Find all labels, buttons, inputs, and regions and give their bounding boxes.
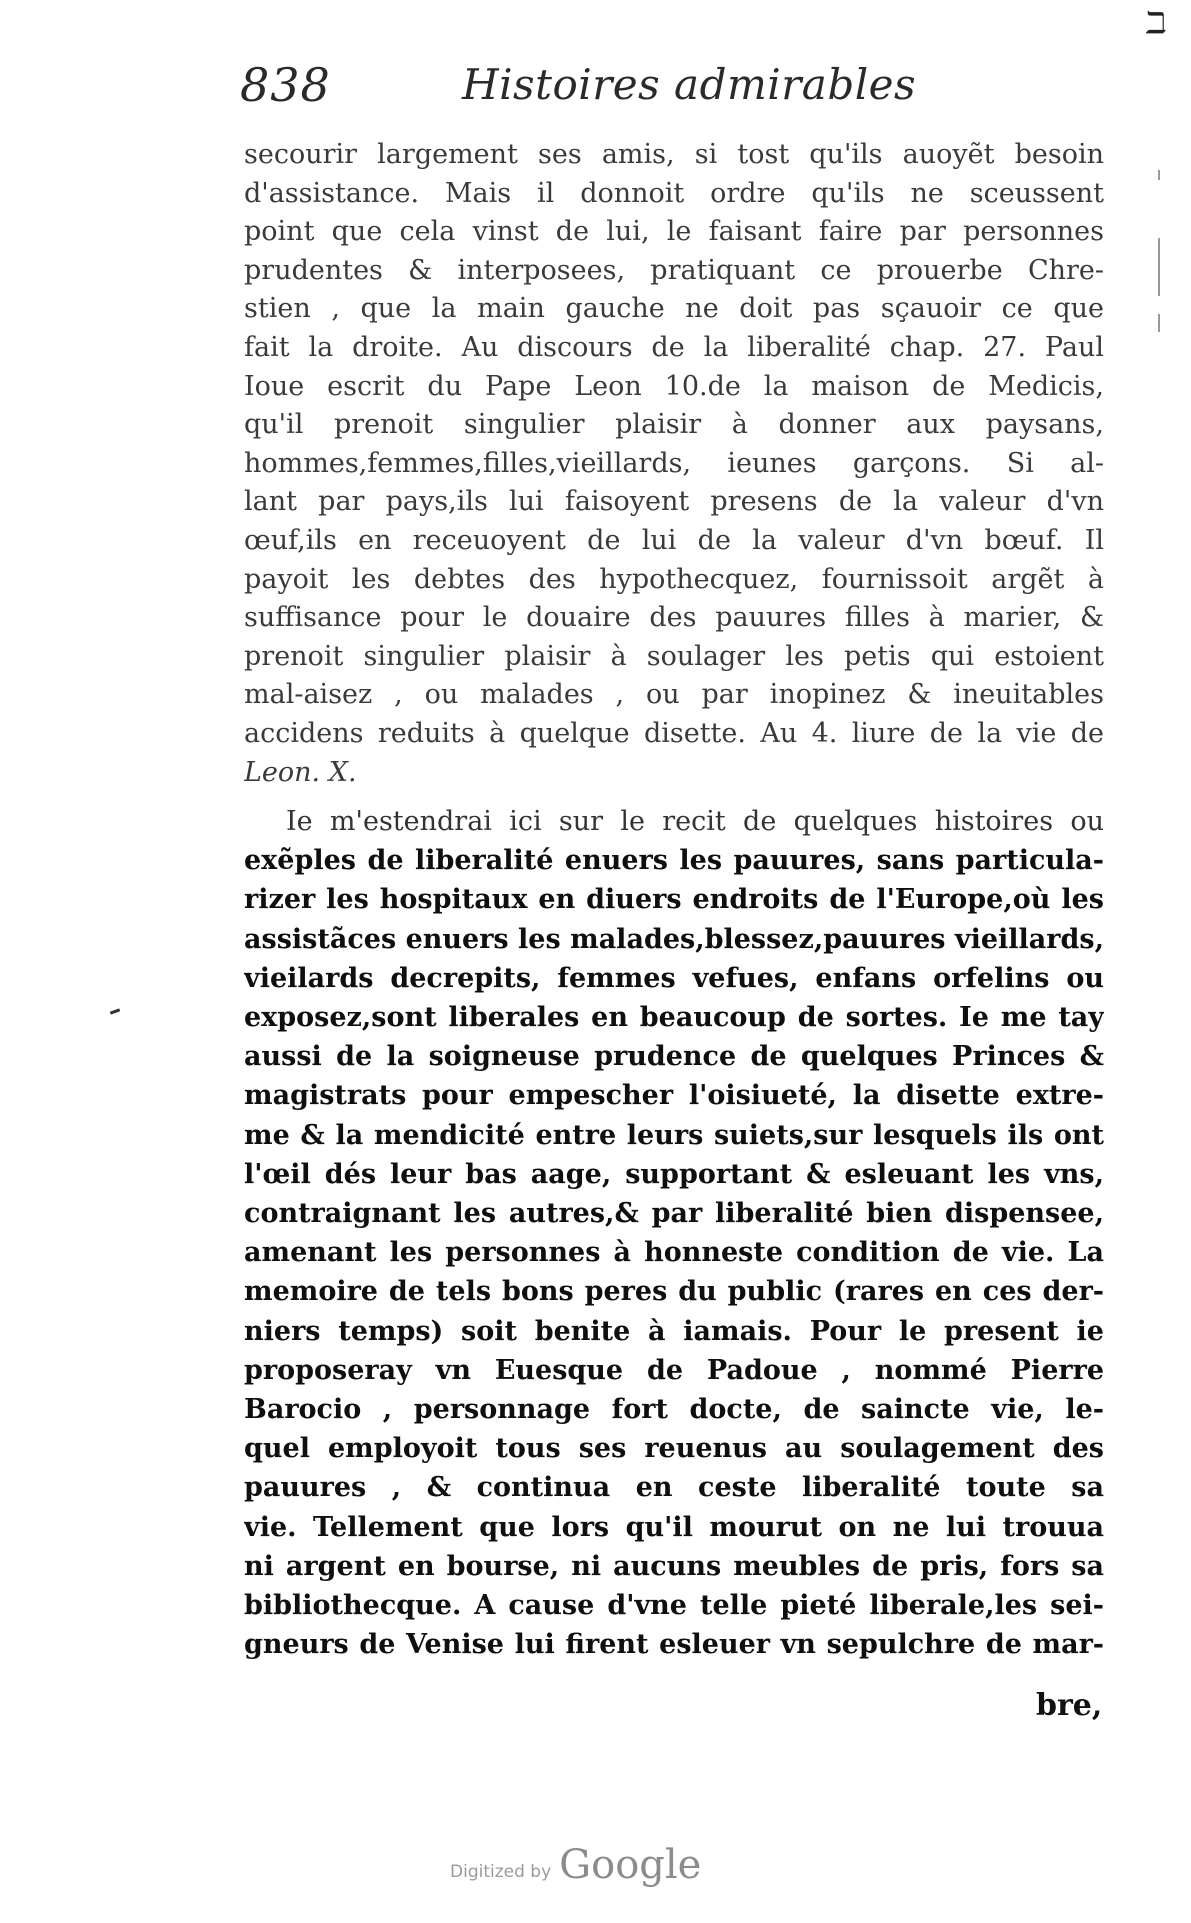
text-line: qu'il prenoit singulier plaisir à donner aux paysans, <box>244 409 1104 441</box>
text-line: l'œil dés leur bas aage, supportant & esleuant les vns, <box>244 1158 1104 1190</box>
digitization-footer <box>450 1838 701 1888</box>
text-line: œuf,ils en receuoyent de lui de la valeur d'vn bœuf. Il <box>244 524 1104 556</box>
margin-rule <box>1158 238 1160 296</box>
margin-rule <box>1158 314 1160 332</box>
text-line: gneurs de Venise lui firent esleuer vn sepulchre de mar- <box>244 1629 1104 1661</box>
text-line: quel employoit tous ses reuenus au soulagement des <box>244 1433 1104 1465</box>
text-line: point que cela vinst de lui, le faisant faire par personnes <box>244 216 1104 248</box>
margin-rule <box>1158 170 1160 180</box>
text-line: stien , que la main gauche ne doit pas sçauoir ce que <box>244 293 1104 325</box>
text-line: rizer les hospitaux en diuers endroits de l'Europe,où les <box>244 884 1104 916</box>
paragraph-1 <box>244 136 1104 792</box>
text-line: assistãces enuers les malades,blessez,pauures vieillards, <box>244 923 1104 955</box>
text-line: aussi de la soigneuse prudence de quelques Princes & <box>244 1041 1104 1073</box>
text-line: vieilards decrepits, femmes vefues, enfans orfelins ou <box>244 962 1104 994</box>
text-line: Barocio , personnage fort docte, de saincte vie, le- <box>244 1394 1104 1426</box>
text-line: accidens reduits à quelque disette. Au 4. liure de la vie de <box>244 717 1104 749</box>
text-line: mal-aisez , ou malades , ou par inopinez & ineuitables <box>244 679 1104 711</box>
text-line: niers temps) soit benite à iamais. Pour le present ie <box>244 1315 1104 1347</box>
running-title: Histoires admirables <box>462 60 917 109</box>
text-line: amenant les personnes à honneste condition de vie. La <box>244 1237 1104 1269</box>
text-line: memoire de tels bons peres du public (rares en ces der- <box>244 1276 1104 1308</box>
text-line: d'assistance. Mais il donnoit ordre qu'ils ne sceussent <box>244 177 1104 209</box>
google-logo: Google <box>559 1842 702 1888</box>
page-number: 838 <box>240 58 331 112</box>
text-line: payoit les debtes des hypothecquez, fournissoit argẽt à <box>244 563 1104 595</box>
text-line: hommes,femmes,filles,vieillards, ieunes garçons. Si al- <box>244 447 1104 479</box>
text-line: suffisance pour le douaire des pauures filles à marier, & <box>244 602 1104 634</box>
text-line: prenoit singulier plaisir à soulager les petis qui estoient <box>244 640 1104 672</box>
text-line: Ioue escrit du Pape Leon 10.de la maison de Medicis, <box>244 370 1104 402</box>
text-line: magistrats pour empescher l'oisiueté, la disette extre- <box>244 1080 1104 1112</box>
text-line: pauures , & continua en ceste liberalité toute sa <box>244 1472 1104 1504</box>
text-line: contraignant les autres,& par liberalité bien dispensee, <box>244 1198 1104 1230</box>
digitized-by-label: Digitized by <box>450 1862 552 1882</box>
text-line: lant par pays,ils lui faisoyent presens de la valeur d'vn <box>244 486 1104 518</box>
text-line: proposeray vn Euesque de Padoue , nommé Pierre <box>244 1354 1104 1386</box>
text-line: Ie m'estendrai ici sur le recit de quelques histoires ou <box>286 806 1104 837</box>
page-header <box>240 58 1120 128</box>
text-line: ni argent en bourse, ni aucuns meubles de pris, fors sa <box>244 1550 1104 1582</box>
ink-speck <box>110 1008 120 1014</box>
text-line: secourir largement ses amis, si tost qu'ils auoyẽt besoin <box>244 139 1104 170</box>
text-line: exposez,sont liberales en beaucoup de sortes. Ie me tay <box>244 1002 1104 1034</box>
corner-mark-glyph: ℶ <box>1146 6 1167 41</box>
text-line: Leon. X. <box>244 756 357 788</box>
text-line: me & la mendicité entre leurs suiets,sur lesquels ils ont <box>244 1119 1104 1151</box>
text-line: prudentes & interposees, pratiquant ce prouerbe Chre- <box>244 254 1104 286</box>
text-line: fait la droite. Au discours de la liberalité chap. 27. Paul <box>244 331 1104 363</box>
text-line: vie. Tellement que lors qu'il mourut on ne lui trouua <box>244 1511 1104 1543</box>
catchword: bre, <box>1036 1688 1103 1723</box>
paragraph-2 <box>244 802 1104 1664</box>
text-line: exẽples de liberalité enuers les pauures, sans particula- <box>244 845 1104 877</box>
text-line: bibliothecque. A cause d'vne telle pieté liberale,les sei- <box>244 1590 1104 1622</box>
